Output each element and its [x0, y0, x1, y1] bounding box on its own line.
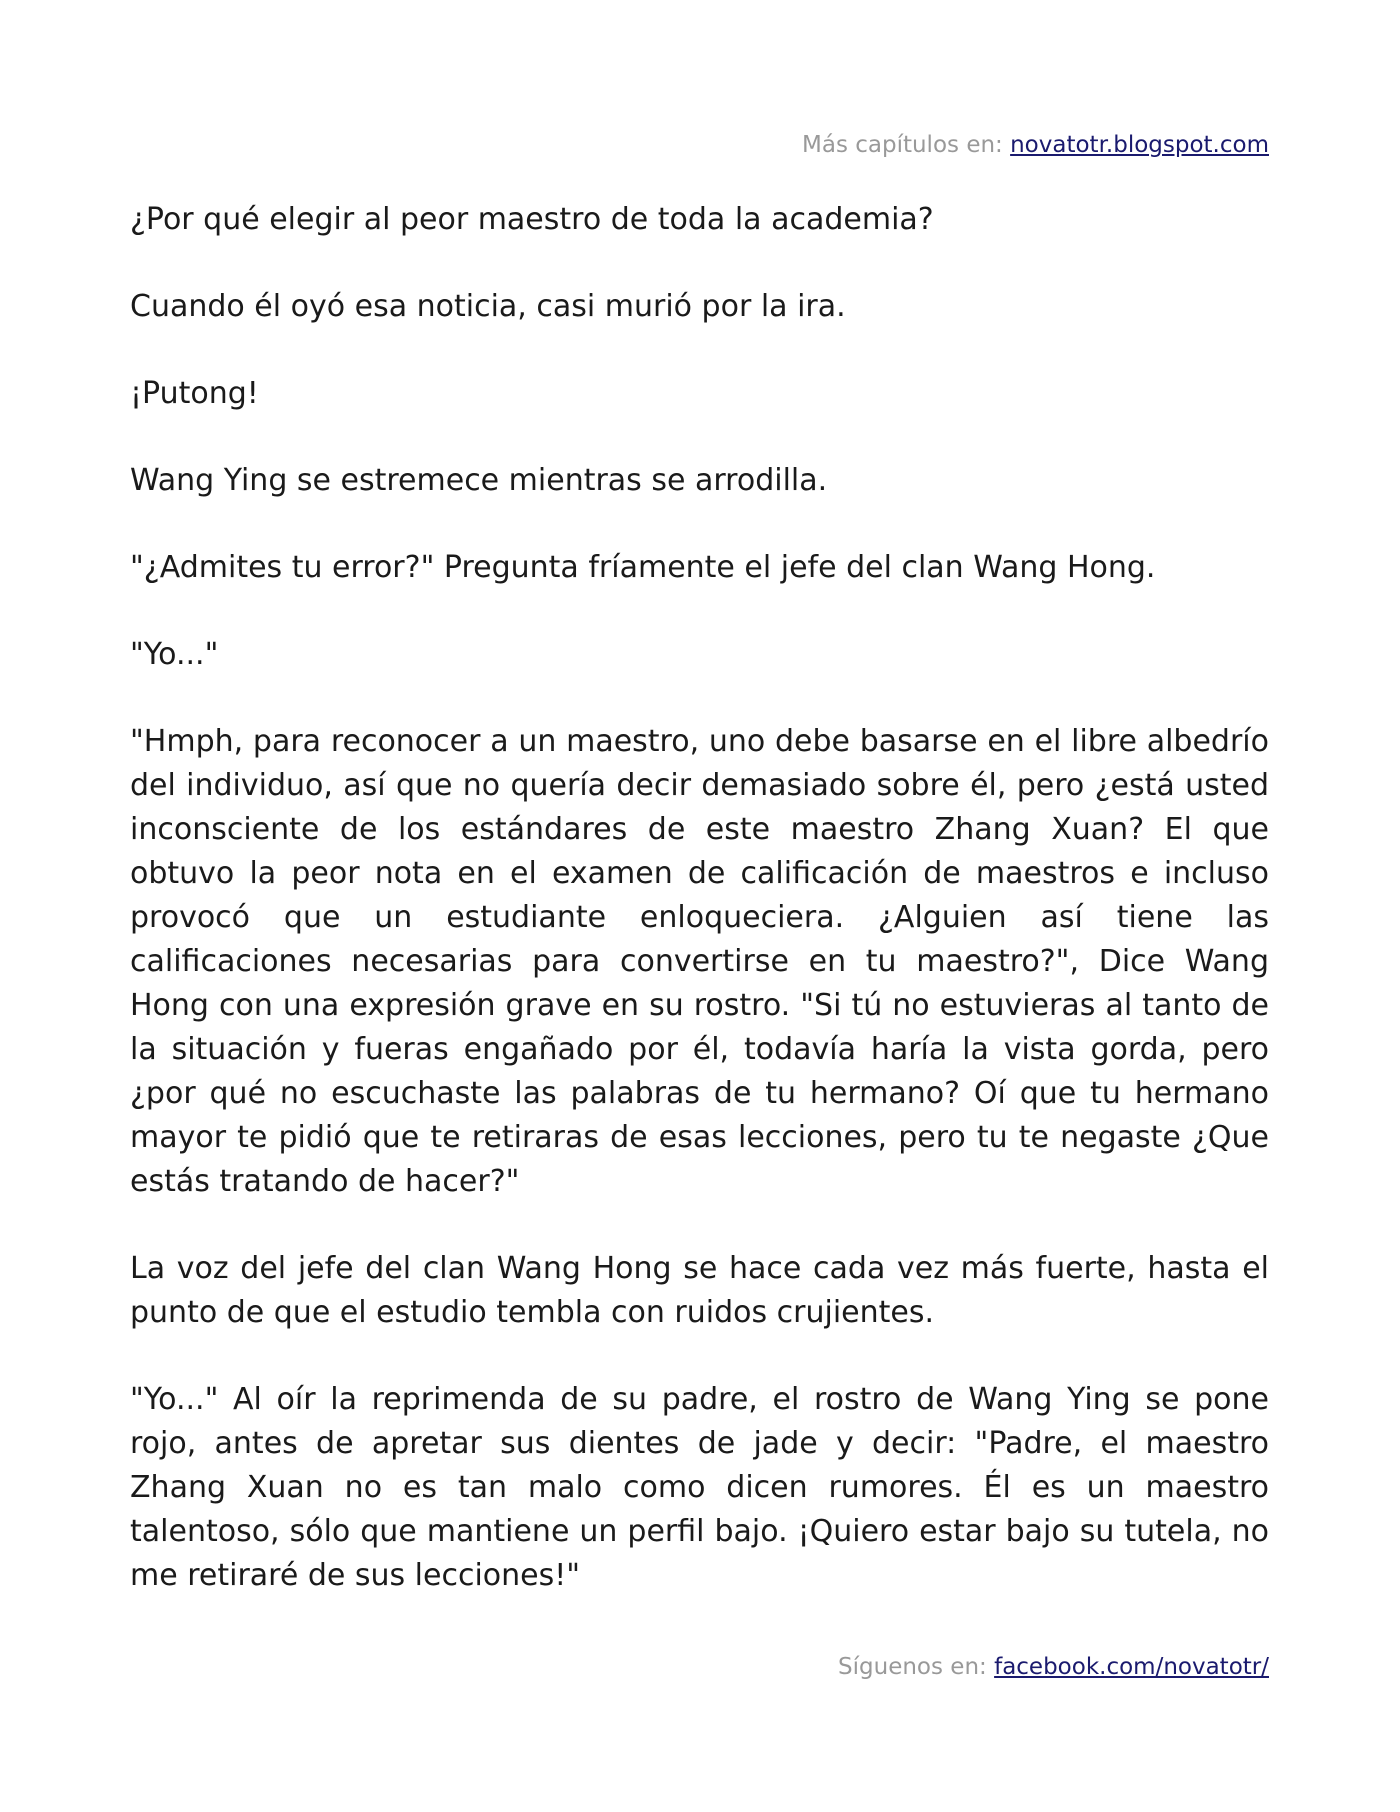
- paragraph: "Yo...": [130, 637, 219, 672]
- document-page: [130, 0, 1269, 1812]
- paragraph: Cuando él oyó esa noticia, casi murió por la ira.: [130, 289, 846, 324]
- footer-label: Síguenos en:: [838, 1654, 987, 1680]
- header-label: Más capítulos en:: [802, 132, 1003, 158]
- chapter-body: [130, 198, 1269, 1641]
- header-blog-link[interactable]: novatotr.blogspot.com: [1010, 132, 1269, 158]
- paragraph: ¿Por qué elegir al peor maestro de toda la academia?: [130, 202, 934, 237]
- paragraph: La voz del jefe del clan Wang Hong se hace cada vez más fuerte, hasta el punto de que el estudio tembla con ruidos crujientes.: [130, 1251, 1269, 1330]
- header-promo: [802, 132, 1269, 158]
- paragraph: ¡Putong!: [130, 376, 259, 411]
- footer-promo: [838, 1654, 1269, 1680]
- paragraph: "Hmph, para reconocer a un maestro, uno debe basarse en el libre albedrío del individuo, así que no quería decir demasiado sobre él, pero ¿está usted inconsciente de los estándares de este maestro Zhang Xuan? El que obtuvo la peor nota en el examen de calificación de maestros e incluso provocó que un estudiante enloqueciera. ¿Alguien así tiene las calificaciones necesarias para convertirse en tu maestro?", Dice Wang Hong con una expresión grave en su rostro. "Si tú no estuvieras al tanto de la situación y fueras engañado por él, todavía haría la vista gorda, pero ¿por qué no escuchaste las palabras de tu hermano? Oí que tu hermano mayor te pidió que te retiraras de esas lecciones, pero tu te negaste ¿Que estás tratando de hacer?": [130, 724, 1269, 1199]
- paragraph: Wang Ying se estremece mientras se arrodilla.: [130, 463, 828, 498]
- paragraph: "¿Admites tu error?" Pregunta fríamente el jefe del clan Wang Hong.: [130, 550, 1156, 585]
- footer-facebook-link[interactable]: facebook.com/novatotr/: [994, 1654, 1269, 1680]
- paragraph: "Yo..." Al oír la reprimenda de su padre, el rostro de Wang Ying se pone rojo, antes de apretar sus dientes de jade y decir: "Padre, el maestro Zhang Xuan no es tan malo como dicen rumores. Él es un maestro talentoso, sólo que mantiene un perfil bajo. ¡Quiero estar bajo su tutela, no me retiraré de sus lecciones!": [130, 1382, 1269, 1593]
